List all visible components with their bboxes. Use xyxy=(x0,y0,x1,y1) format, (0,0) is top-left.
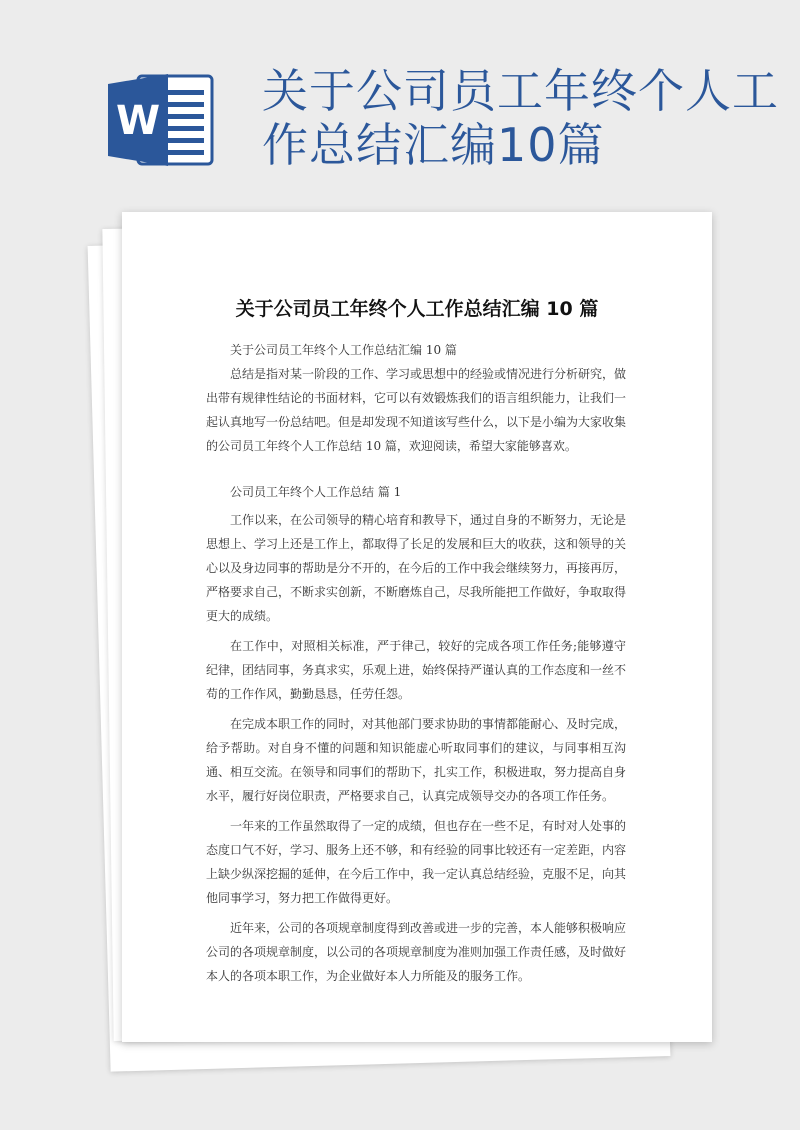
svg-text:W: W xyxy=(115,98,161,144)
page-title: 关于公司员工年终个人工作总结汇编10篇 xyxy=(262,64,779,172)
body-paragraph: 在工作中，对照相关标准，严于律己，较好的完成各项工作任务;能够遵守纪律，团结同事，务真求实，乐观上进，始终保持严谨认真的工作态度和一丝不苟的工作作风，勤勤恳恳，任劳任怨。 xyxy=(206,639,627,701)
body-paragraph: 在完成本职工作的同时，对其他部门要求协助的事情都能耐心、及时完成，给予帮助。对自身不懂的问题和知识能虚心听取同事们的建议，与同事相互沟通、相互交流。在领导和同事们的帮助下，扎实工作，积极进取，努力提高自身水平，履行好岗位职责，严格要求自己，认真完成领导交办的各项工作任务。 xyxy=(206,717,627,803)
document-subtitle: 关于公司员工年终个人工作总结汇编 10 篇 xyxy=(230,343,457,357)
body-paragraph: 近年来，公司的各项规章制度得到改善或进一步的完善，本人能够积极响应公司的各项规章制度，以公司的各项规章制度为准则加强工作责任感，及时做好本人的各项本职工作，为企业做好本人力所能及的服务工作。 xyxy=(206,921,627,983)
body-paragraph: 一年来的工作虽然取得了一定的成绩，但也存在一些不足，有时对人处事的态度口气不好，学习、服务上还不够，和有经验的同事比较还有一定差距，内容上缺少纵深挖掘的延伸，在今后工作中，我一定认真总结经验，克服不足，向其他同事学习，努力把工作做得更好。 xyxy=(206,819,627,905)
document-title: 关于公司员工年终个人工作总结汇编 10 篇 xyxy=(235,298,599,320)
document-page xyxy=(122,212,712,1042)
document-body xyxy=(206,338,626,988)
section-heading: 公司员工年终个人工作总结 篇 1 xyxy=(230,485,402,499)
intro-paragraph: 总结是指对某一阶段的工作、学习或思想中的经验或情况进行分析研究，做出带有规律性结论的书面材料，它可以有效锻炼我们的语言组织能力，让我们一起认真地写一份总结吧。但是却发现不知道该写些什么，以下是小编为大家收集的公司员工年终个人工作总结 10 篇，欢迎阅读，希望大家能够喜欢。 xyxy=(206,367,627,453)
page-header xyxy=(0,0,800,215)
word-document-icon xyxy=(108,70,216,170)
body-paragraph: 工作以来，在公司领导的精心培育和教导下，通过自身的不断努力，无论是思想上、学习上还是工作上，都取得了长足的发展和巨大的收获，这和领导的关心以及身边同事的帮助是分不开的，在今后的工作中我会继续努力，再接再厉，严格要求自己，不断求实创新，不断磨炼自己，尽我所能把工作做好，争取取得更大的成绩。 xyxy=(206,513,627,623)
